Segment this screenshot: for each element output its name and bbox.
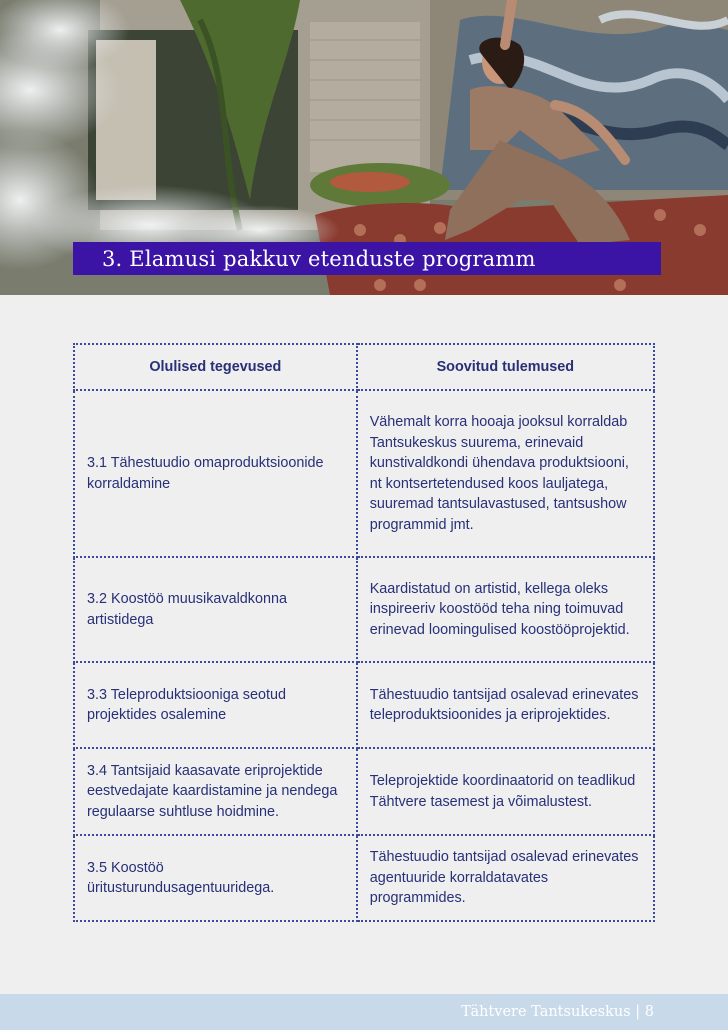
result-cell: Tähestuudio tantsijad osalevad erinevates teleproduktsioonides ja eriprojektides.: [357, 662, 654, 748]
hero-photo: [0, 0, 728, 295]
result-cell: Kaardistatud on artistid, kellega oleks inspireeriv koostööd teha ning toimuvad erinevad loomingulised koostööprojektid.: [357, 557, 654, 662]
column-header-results: Soovitud tulemused: [357, 344, 654, 390]
activities-table: [73, 343, 655, 922]
result-cell: Teleprojektide koordinaatorid on teadlikud Tähtvere tasemest ja võimalustest.: [357, 748, 654, 835]
footer-text: Tähtvere Tantsukeskus | 8: [461, 1004, 654, 1020]
activity-cell: 3.3 Teleproduktsiooniga seotud projektides osalemine: [74, 662, 357, 748]
table-row: [74, 390, 654, 557]
column-header-activities: Olulised tegevused: [74, 344, 357, 390]
result-cell: Vähemalt korra hooaja jooksul korraldab Tantsukeskus suurema, erinevaid kunstivaldkondi ühendava produktsiooni, nt kontsertetendused koos lauljatega, suuremad tantsulavastused, tantsushow programmid jmt.: [357, 390, 654, 557]
table-row: [74, 557, 654, 662]
activity-cell: 3.4 Tantsijaid kaasavate eriprojektide eestvedajate kaardistamine ja nendega regulaarse suhtluse hoidmine.: [74, 748, 357, 835]
page-footer: [0, 994, 728, 1030]
activity-cell: 3.5 Koostöö üritusturundusagentuuridega.: [74, 835, 357, 921]
table-row: [74, 748, 654, 835]
table-header-row: [74, 344, 654, 390]
activity-cell: 3.2 Koostöö muusikavaldkonna artistidega: [74, 557, 357, 662]
activity-cell: 3.1 Tähestuudio omaproduktsioonide korraldamine: [74, 390, 357, 557]
table-row: [74, 662, 654, 748]
table-row: [74, 835, 654, 921]
section-title-band: [73, 242, 661, 275]
result-cell: Tähestuudio tantsijad osalevad erinevates agentuuride korraldatavates programmides.: [357, 835, 654, 921]
section-title: 3. Elamusi pakkuv etenduste programm: [102, 246, 536, 271]
